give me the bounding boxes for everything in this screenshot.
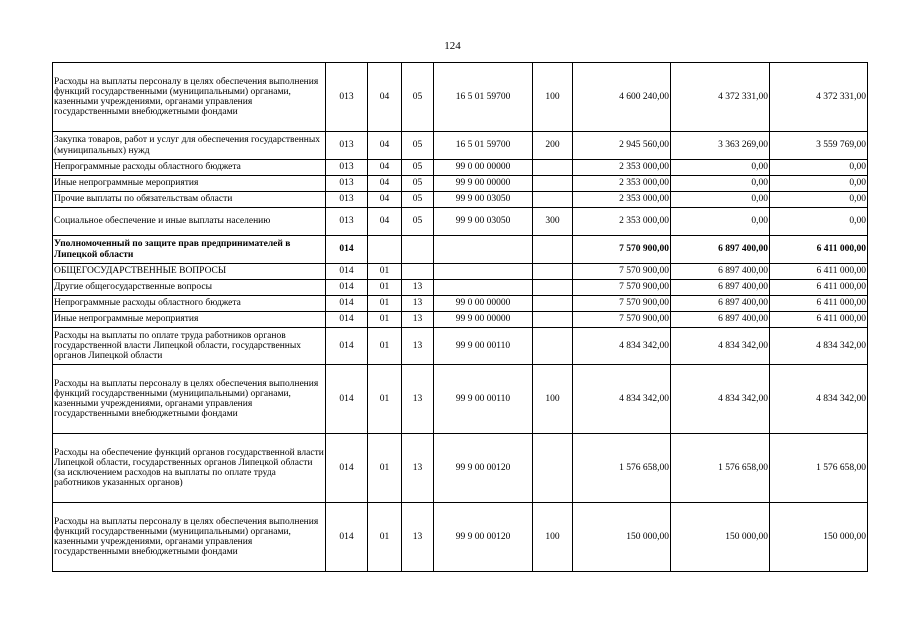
- cell-amount-year2: 4 834 342,00: [671, 365, 770, 434]
- cell-name: Расходы на выплаты персоналу в целях обеспечения выполнения функций государственными (муниципальными) органами, казенными учреждениями, органами управления государственными внебюджетными фондами: [53, 365, 326, 434]
- cell-amount-year3: 4 834 342,00: [770, 365, 868, 434]
- table-row: [53, 503, 868, 572]
- cell-amount-year3: 6 411 000,00: [770, 312, 868, 328]
- cell-target-article: 99 9 00 03050: [434, 192, 533, 208]
- table-body: [53, 63, 868, 572]
- cell-amount-year2: 3 363 269,00: [671, 132, 770, 160]
- page-number: 124: [444, 40, 461, 52]
- cell-target-article: 99 9 00 03050: [434, 208, 533, 236]
- table-row: [53, 280, 868, 296]
- table-row: [53, 176, 868, 192]
- table-row: [53, 296, 868, 312]
- cell-section: 01: [368, 280, 402, 296]
- cell-amount-year1: 2 353 000,00: [573, 208, 671, 236]
- cell-subsection: 05: [402, 132, 434, 160]
- cell-amount-year3: 0,00: [770, 208, 868, 236]
- cell-name: ОБЩЕГОСУДАРСТВЕННЫЕ ВОПРОСЫ: [53, 264, 326, 280]
- cell-expense-type: 200: [533, 132, 573, 160]
- cell-amount-year1: 2 353 000,00: [573, 160, 671, 176]
- cell-section: 01: [368, 503, 402, 572]
- cell-subsection: 13: [402, 365, 434, 434]
- cell-subsection: 13: [402, 296, 434, 312]
- cell-section: 04: [368, 176, 402, 192]
- cell-expense-type: [533, 160, 573, 176]
- cell-amount-year2: 6 897 400,00: [671, 312, 770, 328]
- cell-name: Закупка товаров, работ и услуг для обеспечения государственных (муниципальных) нужд: [53, 132, 326, 160]
- cell-name: Расходы на обеспечение функций органов государственной власти Липецкой области, государственных органов Липецкой области (за исключением расходов на выплаты по оплате труда работников указанных органов): [53, 434, 326, 503]
- cell-section: 01: [368, 312, 402, 328]
- cell-expense-type: [533, 296, 573, 312]
- cell-subsection: 05: [402, 160, 434, 176]
- table-row: [53, 192, 868, 208]
- cell-section: 04: [368, 160, 402, 176]
- cell-name: Расходы на выплаты персоналу в целях обеспечения выполнения функций государственными (муниципальными) органами, казенными учреждениями, органами управления государственными внебюджетными фондами: [53, 63, 326, 132]
- cell-target-article: 16 5 01 59700: [434, 63, 533, 132]
- cell-grbs: 014: [326, 236, 368, 264]
- cell-name: Прочие выплаты по обязательствам области: [53, 192, 326, 208]
- cell-amount-year3: 6 411 000,00: [770, 264, 868, 280]
- cell-amount-year1: 7 570 900,00: [573, 264, 671, 280]
- cell-subsection: 13: [402, 503, 434, 572]
- cell-amount-year1: 4 834 342,00: [573, 328, 671, 365]
- cell-amount-year2: 4 372 331,00: [671, 63, 770, 132]
- cell-subsection: 05: [402, 192, 434, 208]
- table-row: [53, 160, 868, 176]
- cell-subsection: 05: [402, 208, 434, 236]
- cell-expense-type: [533, 434, 573, 503]
- cell-expense-type: 100: [533, 365, 573, 434]
- cell-section: 04: [368, 63, 402, 132]
- cell-amount-year2: 6 897 400,00: [671, 264, 770, 280]
- cell-expense-type: [533, 192, 573, 208]
- cell-subsection: [402, 264, 434, 280]
- cell-grbs: 013: [326, 160, 368, 176]
- table-row: [53, 236, 868, 264]
- cell-amount-year3: 1 576 658,00: [770, 434, 868, 503]
- cell-amount-year2: 6 897 400,00: [671, 236, 770, 264]
- table-row: [53, 63, 868, 132]
- cell-grbs: 014: [326, 434, 368, 503]
- cell-name: Социальное обеспечение и иные выплаты населению: [53, 208, 326, 236]
- cell-expense-type: [533, 264, 573, 280]
- cell-amount-year2: 0,00: [671, 176, 770, 192]
- cell-amount-year1: 1 576 658,00: [573, 434, 671, 503]
- cell-section: 01: [368, 296, 402, 312]
- cell-grbs: 014: [326, 503, 368, 572]
- cell-amount-year3: 6 411 000,00: [770, 236, 868, 264]
- cell-target-article: [434, 236, 533, 264]
- cell-target-article: 99 9 00 00000: [434, 312, 533, 328]
- cell-amount-year1: 7 570 900,00: [573, 312, 671, 328]
- cell-expense-type: 300: [533, 208, 573, 236]
- cell-subsection: 05: [402, 176, 434, 192]
- cell-grbs: 014: [326, 365, 368, 434]
- cell-amount-year1: 2 353 000,00: [573, 176, 671, 192]
- table-row: [53, 312, 868, 328]
- cell-amount-year1: 2 945 560,00: [573, 132, 671, 160]
- cell-section: 04: [368, 208, 402, 236]
- cell-name: Расходы на выплаты по оплате труда работников органов государственной власти Липецкой области, государственных органов Липецкой области: [53, 328, 326, 365]
- cell-target-article: 16 5 01 59700: [434, 132, 533, 160]
- cell-amount-year1: 150 000,00: [573, 503, 671, 572]
- cell-target-article: 99 9 00 00120: [434, 503, 533, 572]
- cell-subsection: 13: [402, 280, 434, 296]
- cell-amount-year3: 0,00: [770, 192, 868, 208]
- cell-amount-year2: 0,00: [671, 208, 770, 236]
- cell-amount-year1: 4 834 342,00: [573, 365, 671, 434]
- cell-amount-year3: 4 834 342,00: [770, 328, 868, 365]
- cell-expense-type: [533, 328, 573, 365]
- cell-name: Непрограммные расходы областного бюджета: [53, 160, 326, 176]
- cell-expense-type: [533, 280, 573, 296]
- cell-name: Непрограммные расходы областного бюджета: [53, 296, 326, 312]
- cell-amount-year3: 4 372 331,00: [770, 63, 868, 132]
- cell-amount-year1: 2 353 000,00: [573, 192, 671, 208]
- cell-amount-year3: 6 411 000,00: [770, 296, 868, 312]
- cell-section: 04: [368, 192, 402, 208]
- cell-section: 01: [368, 365, 402, 434]
- cell-name: Другие общегосударственные вопросы: [53, 280, 326, 296]
- cell-grbs: 013: [326, 63, 368, 132]
- cell-target-article: 99 0 00 00000: [434, 296, 533, 312]
- cell-name: Расходы на выплаты персоналу в целях обеспечения выполнения функций государственными (муниципальными) органами, казенными учреждениями, органами управления государственными внебюджетными фондами: [53, 503, 326, 572]
- cell-amount-year3: 150 000,00: [770, 503, 868, 572]
- table-row: [53, 434, 868, 503]
- cell-grbs: 014: [326, 328, 368, 365]
- cell-amount-year1: 4 600 240,00: [573, 63, 671, 132]
- cell-grbs: 013: [326, 208, 368, 236]
- budget-table: [52, 62, 868, 572]
- cell-target-article: 99 9 00 00000: [434, 176, 533, 192]
- cell-grbs: 014: [326, 264, 368, 280]
- cell-amount-year1: 7 570 900,00: [573, 280, 671, 296]
- table-row: [53, 208, 868, 236]
- cell-grbs: 013: [326, 132, 368, 160]
- cell-section: [368, 236, 402, 264]
- table-row: [53, 264, 868, 280]
- cell-target-article: 99 9 00 00110: [434, 365, 533, 434]
- cell-grbs: 014: [326, 312, 368, 328]
- cell-subsection: [402, 236, 434, 264]
- cell-amount-year2: 6 897 400,00: [671, 280, 770, 296]
- cell-section: 01: [368, 434, 402, 503]
- cell-target-article: 99 0 00 00000: [434, 160, 533, 176]
- cell-expense-type: [533, 236, 573, 264]
- cell-grbs: 014: [326, 280, 368, 296]
- cell-section: 01: [368, 264, 402, 280]
- cell-amount-year3: 0,00: [770, 176, 868, 192]
- cell-subsection: 13: [402, 328, 434, 365]
- cell-expense-type: [533, 176, 573, 192]
- cell-amount-year2: 6 897 400,00: [671, 296, 770, 312]
- cell-amount-year2: 150 000,00: [671, 503, 770, 572]
- table-row: [53, 365, 868, 434]
- cell-section: 01: [368, 328, 402, 365]
- cell-subsection: 05: [402, 63, 434, 132]
- cell-name: Иные непрограммные мероприятия: [53, 312, 326, 328]
- cell-expense-type: 100: [533, 63, 573, 132]
- cell-name: Уполномоченный по защите прав предпринимателей в Липецкой области: [53, 236, 326, 264]
- cell-amount-year3: 6 411 000,00: [770, 280, 868, 296]
- cell-grbs: 013: [326, 176, 368, 192]
- cell-amount-year3: 3 559 769,00: [770, 132, 868, 160]
- cell-grbs: 014: [326, 296, 368, 312]
- cell-section: 04: [368, 132, 402, 160]
- cell-name: Иные непрограммные мероприятия: [53, 176, 326, 192]
- cell-amount-year2: 0,00: [671, 160, 770, 176]
- cell-amount-year2: 0,00: [671, 192, 770, 208]
- cell-amount-year2: 1 576 658,00: [671, 434, 770, 503]
- cell-amount-year2: 4 834 342,00: [671, 328, 770, 365]
- cell-grbs: 013: [326, 192, 368, 208]
- cell-expense-type: [533, 312, 573, 328]
- cell-subsection: 13: [402, 434, 434, 503]
- cell-amount-year1: 7 570 900,00: [573, 236, 671, 264]
- cell-target-article: 99 9 00 00110: [434, 328, 533, 365]
- cell-target-article: [434, 264, 533, 280]
- cell-subsection: 13: [402, 312, 434, 328]
- cell-expense-type: 100: [533, 503, 573, 572]
- table-row: [53, 328, 868, 365]
- cell-amount-year3: 0,00: [770, 160, 868, 176]
- table-row: [53, 132, 868, 160]
- cell-amount-year1: 7 570 900,00: [573, 296, 671, 312]
- cell-target-article: 99 9 00 00120: [434, 434, 533, 503]
- cell-target-article: [434, 280, 533, 296]
